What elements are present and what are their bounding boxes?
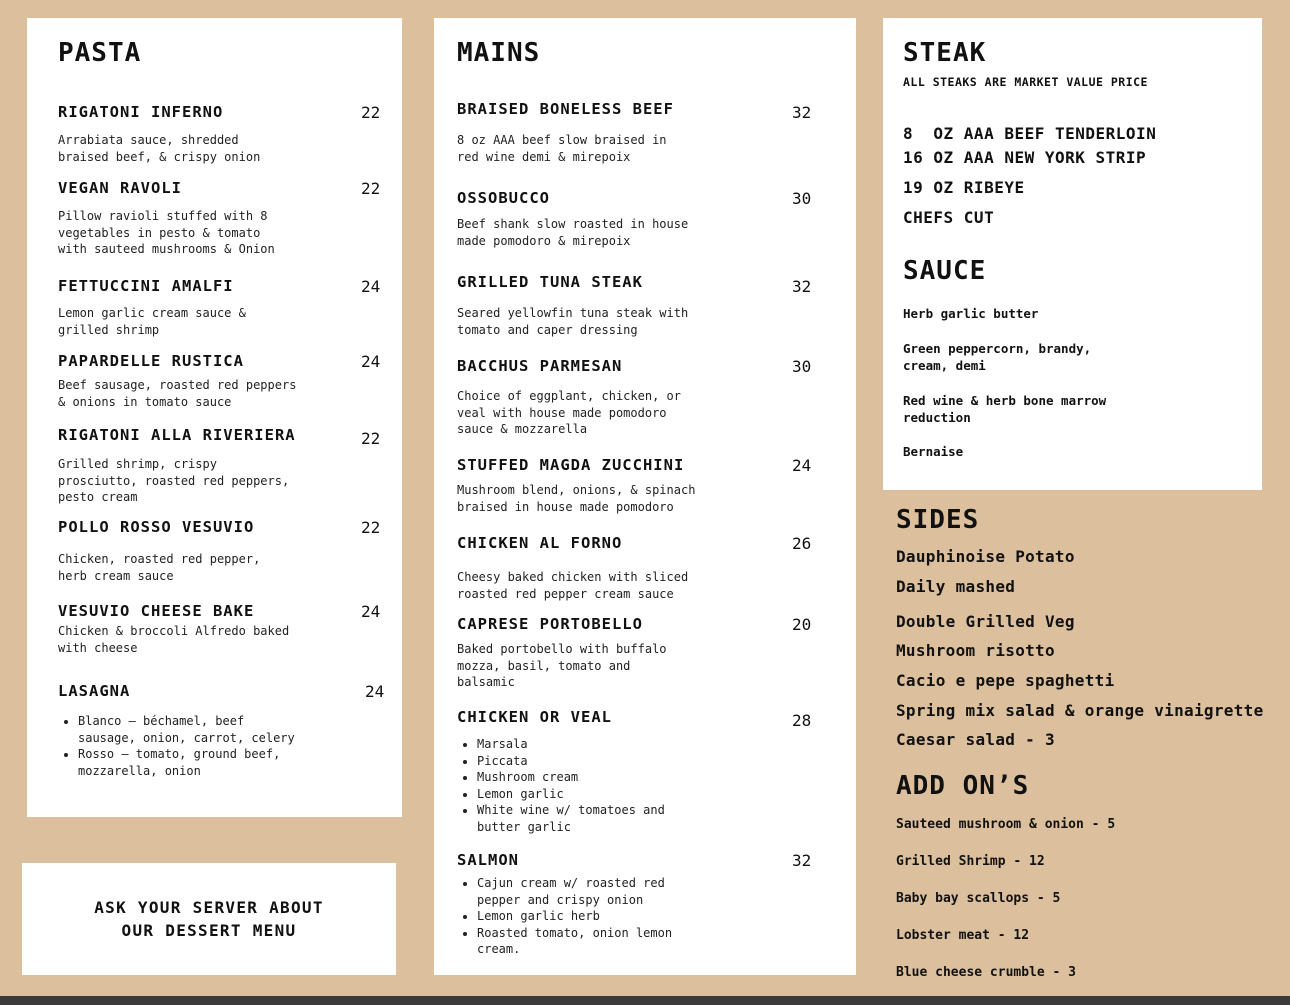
side-item: Spring mix salad & orange vinaigrette (896, 701, 1264, 720)
pasta-item-price: 22 (361, 179, 381, 198)
pasta-item-name: LASAGNA (58, 682, 131, 700)
pasta-item-name: PAPARDELLE RUSTICA (58, 352, 244, 370)
option-item: • Lemon garlic herb (477, 908, 707, 925)
mains-item-name: SALMON (457, 851, 519, 869)
side-item: Caesar salad - 3 (896, 730, 1055, 749)
sauce-item: Herb garlic butter (903, 306, 1039, 321)
addon-item: Baby bay scallops - 5 (896, 891, 1061, 906)
option-item: • Rosso – tomato, ground beef, mozzarella, onion (78, 746, 308, 779)
side-item: Double Grilled Veg (896, 612, 1075, 631)
mains-item-price: 32 (792, 851, 812, 870)
pasta-item-desc: Arrabiata sauce, shredded braised beef, & crispy onion (58, 133, 261, 164)
bottom-bar (0, 996, 1290, 1005)
pasta-item-desc: Pillow ravioli stuffed with 8 vegetables in pesto & tomato with sauteed mushrooms & Onion (58, 209, 275, 256)
option-item: • Mushroom cream (477, 769, 707, 786)
mains-title: MAINS (457, 38, 541, 68)
pasta-item-desc: Lemon garlic cream sauce & grilled shrimp (58, 306, 246, 337)
sauce-item: Green peppercorn, brandy, cream, demi (903, 341, 1092, 373)
mains-item-name: BRAISED BONELESS BEEF (457, 100, 674, 118)
steak-title: STEAK (903, 38, 987, 68)
option-item: • Marsala (477, 736, 707, 753)
pasta-item-name: POLLO ROSSO VESUVIO (58, 518, 255, 536)
mains-item-price: 26 (792, 534, 812, 553)
pasta-item-name: RIGATONI ALLA RIVERIERA (58, 426, 296, 444)
mains-item-price: 28 (792, 711, 812, 730)
mains-item-price: 32 (792, 277, 812, 296)
dessert-text: ASK YOUR SERVER ABOUT OUR DESSERT MENU (94, 898, 324, 940)
steak-item: 8 OZ AAA BEEF TENDERLOIN (903, 124, 1157, 143)
mains-item-name: CHICKEN AL FORNO (457, 534, 623, 552)
side-item: Daily mashed (896, 577, 1016, 596)
side-item: Dauphinoise Potato (896, 547, 1075, 566)
steak-item: 19 OZ RIBEYE (903, 178, 1025, 197)
option-item: • White wine w/ tomatoes and butter garlic (477, 802, 707, 835)
mains-item-desc: Choice of eggplant, chicken, or veal with house made pomodoro sauce & mozzarella (457, 389, 681, 436)
side-item: Cacio e pepe spaghetti (896, 671, 1115, 690)
pasta-item-price: 24 (361, 352, 381, 371)
mains-item-desc: Cheesy baked chicken with sliced roasted red pepper cream sauce (457, 570, 689, 601)
pasta-item-price: 24 (361, 602, 381, 621)
mains-item-name: STUFFED MAGDA ZUCCHINI (457, 456, 685, 474)
pasta-item-price: 24 (365, 682, 385, 701)
side-item: Mushroom risotto (896, 641, 1055, 660)
mains-item-price: 30 (792, 357, 812, 376)
pasta-item-price: 22 (361, 518, 381, 537)
mains-item-name: OSSOBUCCO (457, 189, 550, 207)
pasta-item-price: 22 (361, 103, 381, 122)
option-item: • Roasted tomato, onion lemon cream. (477, 925, 707, 958)
addons-title: ADD ON’S (896, 771, 1030, 801)
dessert-card (22, 863, 396, 975)
pasta-item-name: VESUVIO CHEESE BAKE (58, 602, 255, 620)
option-item: • Blanco – béchamel, beef sausage, onion, carrot, celery (78, 713, 308, 746)
pasta-item-price: 24 (361, 277, 381, 296)
steak-item: 16 OZ AAA NEW YORK STRIP (903, 148, 1147, 167)
mains-item-name: CHICKEN OR VEAL (457, 708, 612, 726)
pasta-item-desc: Chicken & broccoli Alfredo baked with cheese (58, 624, 290, 655)
lasagna-options (58, 713, 308, 779)
mains-item-price: 20 (792, 615, 812, 634)
mains-item-price: 30 (792, 189, 812, 208)
mains-item-price: 32 (792, 103, 812, 122)
pasta-item-desc: Beef sausage, roasted red peppers & onions in tomato sauce (58, 378, 297, 409)
salmon-options (457, 875, 707, 958)
option-item: • Lemon garlic (477, 786, 707, 803)
sauce-title: SAUCE (903, 256, 987, 286)
steak-item: CHEFS CUT (903, 208, 995, 227)
pasta-title: PASTA (58, 38, 142, 68)
pasta-item-price: 22 (361, 429, 381, 448)
mains-item-name: GRILLED TUNA STEAK (457, 273, 643, 291)
sauce-item: Red wine & herb bone marrow reduction (903, 393, 1107, 425)
addon-item: Grilled Shrimp - 12 (896, 854, 1045, 869)
mains-item-name: CAPRESE PORTOBELLO (457, 615, 643, 633)
option-item: • Piccata (477, 753, 707, 770)
sides-title: SIDES (896, 505, 980, 535)
pasta-item-name: FETTUCCINI AMALFI (58, 277, 234, 295)
addon-item: Lobster meat - 12 (896, 928, 1030, 943)
mains-item-desc: 8 oz AAA beef slow braised in red wine demi & mirepoix (457, 133, 667, 164)
sauce-item: Bernaise (903, 444, 964, 459)
option-item: • Cajun cream w/ roasted red pepper and crispy onion (477, 875, 707, 908)
pasta-item-name: VEGAN RAVOLI (58, 179, 182, 197)
mains-item-desc: Baked portobello with buffalo mozza, basil, tomato and balsamic (457, 642, 667, 689)
mains-item-desc: Beef shank slow roasted in house made pomodoro & mirepoix (457, 217, 689, 248)
mains-item-desc: Seared yellowfin tuna steak with tomato and caper dressing (457, 306, 689, 337)
chicken-veal-options (457, 736, 707, 835)
mains-item-name: BACCHUS PARMESAN (457, 357, 623, 375)
addon-item: Blue cheese crumble - 3 (896, 965, 1077, 980)
mains-item-desc: Mushroom blend, onions, & spinach braised in house made pomodoro (457, 483, 696, 514)
mains-item-price: 24 (792, 456, 812, 475)
pasta-item-name: RIGATONI INFERNO (58, 103, 224, 121)
pasta-item-desc: Chicken, roasted red pepper, herb cream sauce (58, 552, 261, 583)
pasta-item-desc: Grilled shrimp, crispy prosciutto, roasted red peppers, pesto cream (58, 457, 290, 504)
addon-item: Sauteed mushroom & onion - 5 (896, 817, 1116, 832)
steak-note: ALL STEAKS ARE MARKET VALUE PRICE (903, 75, 1148, 89)
